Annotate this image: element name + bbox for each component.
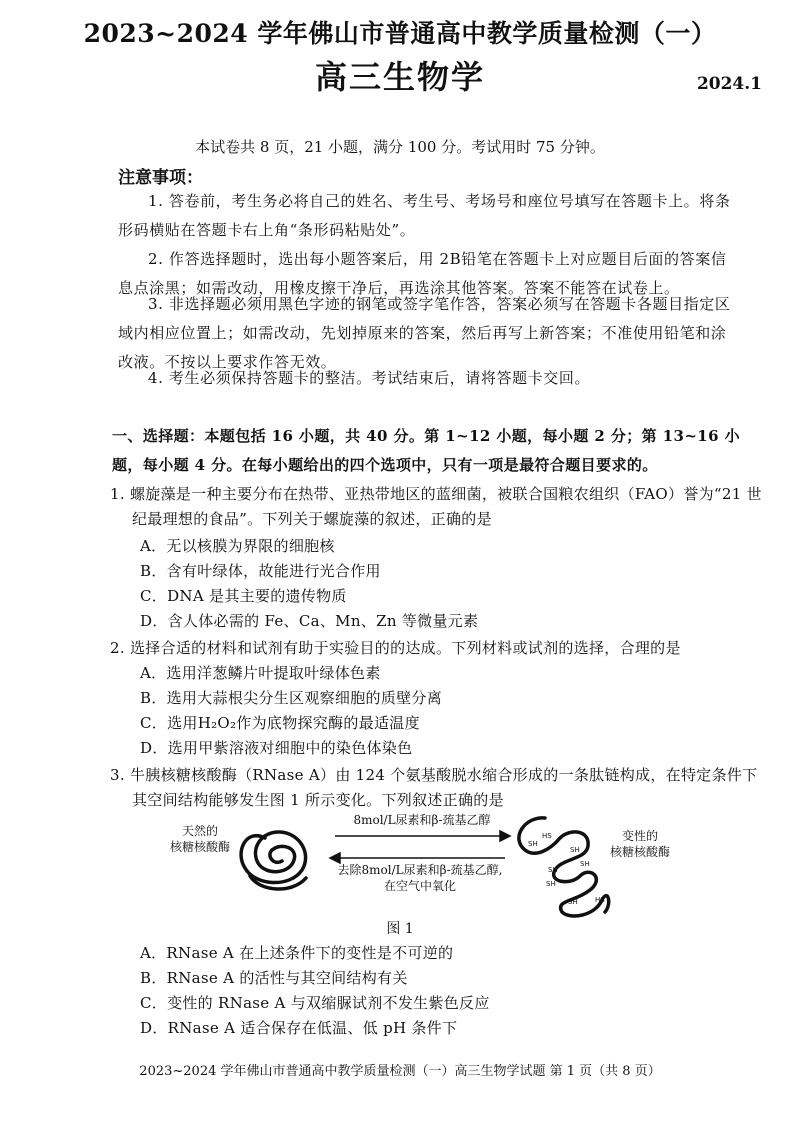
question-2-option-a: A．选用洋葱鳞片叶提取叶绿体色素 bbox=[140, 664, 381, 682]
bottom-arrow-label-line-2: 在空气中氧化 bbox=[383, 879, 456, 893]
native-label-line-1: 天然的 bbox=[181, 824, 218, 838]
question-1-stem: 1. 螺旋藻是一种主要分布在热带、亚热带地区的蓝细菌，被联合国粮农组织（FAO）誉为“21 世纪最理想的食品”。下列关于螺旋藻的叙述，正确的是 bbox=[110, 485, 762, 528]
question-3-option-b: B．RNase A 的活性与其空间结构有关 bbox=[140, 969, 408, 987]
h2o2-formula: H₂O₂ bbox=[197, 714, 237, 732]
bottom-arrow-label bbox=[315, 862, 525, 894]
figure-caption: 图 1 bbox=[386, 921, 414, 937]
svg-text:SH: SH bbox=[546, 880, 556, 888]
question-2-option-d: D．选用甲紫溶液对细胞中的染色体染色 bbox=[140, 739, 413, 757]
native-label-line-2: 核糖核酸酶 bbox=[169, 840, 230, 854]
subject-title: 高三生物学 bbox=[314, 58, 485, 96]
native-enzyme-label bbox=[150, 823, 250, 855]
question-1-option-b: B．含有叶绿体，故能进行光合作用 bbox=[140, 562, 381, 580]
page-footer: 2023~2024 学年佛山市普通高中教学质量检测（一）高三生物学试题 第 1 页（共 8 页） bbox=[139, 1064, 661, 1079]
denatured-label-line-1: 变性的 bbox=[621, 829, 658, 843]
notice-item-2: 2. 作答选择题时，选出每小题答案后，用 2B铅笔在答题卡上对应题目后面的答案信息点涂黑；如需改动，用橡皮擦干净后，再选涂其他答案。答案不能答在试卷上。 bbox=[118, 250, 727, 297]
denatured-enzyme-label bbox=[600, 828, 680, 860]
svg-text:SH: SH bbox=[548, 866, 558, 874]
question-1-option-c: C．DNA 是其主要的遗传物质 bbox=[140, 587, 347, 605]
exam-info: 本试卷共 8 页，21 小题，满分 100 分。考试用时 75 分钟。 bbox=[195, 138, 605, 156]
arrows bbox=[330, 831, 510, 863]
svg-text:SH: SH bbox=[580, 860, 590, 868]
notice-item-3: 3. 非选择题必须用黑色字迹的钢笔或签字笔作答，答案必须写在答题卡各题目指定区域内相应位置上；如需改动，先划掉原来的答案，然后再写上新答案；不准使用铅笔和涂改液。不按以上要求作答无效。 bbox=[118, 295, 731, 371]
svg-text:SH: SH bbox=[528, 840, 538, 848]
question-2-stem: 2. 选择合适的材料和试剂有助于实验目的的达成。下列材料或试剂的选择，合理的是 bbox=[110, 639, 681, 657]
bottom-arrow-label-line-1: 去除8mol/L尿素和β-巯基乙醇, bbox=[337, 863, 503, 877]
svg-text:SH: SH bbox=[570, 846, 580, 854]
question-3-stem: 3. 牛胰核糖核酸酶（RNase A）由 124 个氨基酸脱水缩合形成的一条肽链构成，在特定条件下其空间结构能够发生图 1 所示变化。下列叙述正确的是 bbox=[110, 766, 758, 809]
question-2-option-b: B．选用大蒜根尖分生区观察细胞的质壁分离 bbox=[140, 689, 443, 707]
exam-date: 2024.1 bbox=[696, 74, 762, 94]
svg-text:SH: SH bbox=[568, 898, 578, 906]
section-heading: 一、选择题：本题包括 16 小题，共 40 分。第 1~12 小题，每小题 2 分；第 13~16 小题，每小题 4 分。在每小题给出的四个选项中，只有一项是最符合题目要求的。 bbox=[112, 427, 741, 474]
question-3-option-c: C．变性的 RNase A 与双缩脲试剂不发生紫色反应 bbox=[140, 994, 490, 1012]
question-1-option-a: A．无以核膜为界限的细胞核 bbox=[140, 537, 335, 555]
exam-title: 2023~2024 学年佛山市普通高中教学质量检测（一） bbox=[83, 19, 717, 48]
denatured-label-line-2: 核糖核酸酶 bbox=[609, 845, 670, 859]
native-enzyme-shape bbox=[241, 832, 306, 889]
option-c-prefix: C．选用 bbox=[140, 714, 198, 732]
question-3-option-a: A．RNase A 在上述条件下的变性是不可逆的 bbox=[140, 944, 454, 962]
option-c-rest: 作为底物探究酶的最适温度 bbox=[236, 714, 420, 732]
question-2-option-c bbox=[140, 712, 420, 733]
notice-item-4: 4. 考生必须保持答题卡的整洁。考试结束后，请将答题卡交回。 bbox=[148, 369, 591, 387]
question-1-option-d: D．含人体必需的 Fe、Ca、Mn、Zn 等微量元素 bbox=[140, 612, 479, 630]
question-3-option-d: D．RNase A 适合保存在低温、低 pH 条件下 bbox=[140, 1019, 458, 1037]
top-arrow-label: 8mol/L尿素和β-巯基乙醇 bbox=[353, 813, 491, 827]
sh-labels bbox=[528, 832, 605, 906]
svg-text:HS: HS bbox=[595, 896, 605, 904]
svg-text:HS: HS bbox=[542, 832, 552, 840]
notice-item-1: 1. 答卷前，考生务必将自己的姓名、考生号、考场号和座位号填写在答题卡上。将条形码横贴在答题卡右上角“条形码粘贴处”。 bbox=[118, 192, 731, 239]
notice-heading: 注意事项： bbox=[118, 168, 203, 188]
